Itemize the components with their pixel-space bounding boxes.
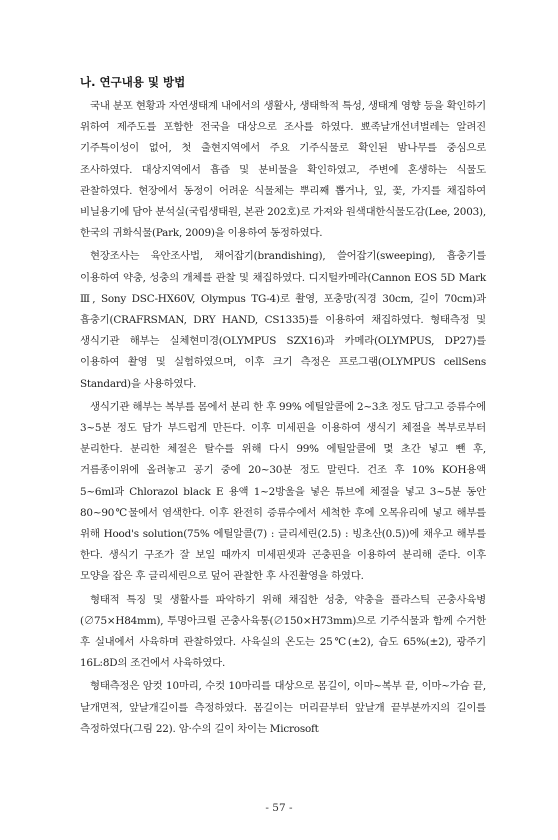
section-heading: 나. 연구내용 및 방법 (80, 75, 186, 89)
document-body (80, 74, 486, 742)
page-number: - 57 - (265, 802, 293, 814)
paragraph-distribution-survey: 국내 분포 현황과 자연생태계 내에서의 생활사, 생태학적 특성, 생태계 영향 등을 확인하기 위하여 제주도를 포함한 전국을 대상으로 조사를 하였다. 뾰족날개선녀벌레는 알려진 기주특이성이 없어, 첫 출현지역에서 주요 기주식물로 확인된 밤나무를 중심으로 조사하였다. 대상지역에서 흡즙 및 분비물을 확인하였고, 주변에 혼생하는 식물도 관찰하였다. 현장에서 동정이 어려운 식물체는 뿌리째 뽑거나, 잎, 꽃, 가지를 채집하여 비닐용기에 담아 분석실(국립생태원, 본관 202호)로 가져와 원색대한식물도감(Lee, 2003), 한국의 귀화식물(Park, 2009)을 이용하여 동정하였다. (80, 100, 486, 240)
paragraph-rearing: 형태적 특징 및 생활사를 파악하기 위해 채집한 성충, 약충을 플라스틱 곤충사육병(∅75×H84mm), 투명아크릴 곤충사육통(∅150×H73mm)으로 기주식물과 함께 수거한 후 실내에서 사육하며 관찰하였다. 사육실의 온도는 25℃(±2), 습도 65%(±2), 광주기 16L:8D의 조건에서 사육하였다. (80, 593, 486, 670)
paragraph-morphometry: 형태측정은 암컷 10마리, 수컷 10마리를 대상으로 몸길이, 이마~복부 끝, 이마~가슴 끝, 날개면적, 앞날개길이를 측정하였다. 몸길이는 머리끝부터 앞날개 끝부분까지의 길이를 측정하였다(그림 22). 암·수의 길이 차이는 Microsoft (80, 680, 486, 735)
paragraph-genital-dissection: 생식기관 해부는 복부를 몸에서 분리 한 후 99% 에틸알콜에 2~3초 정도 담그고 증류수에 3~5분 정도 담가 부드럽게 만든다. 이후 미세핀을 이용하여 생식기 체절을 복부로부터 분리한다. 분리한 체절은 탈수를 위해 다시 99% 에틸알콜에 몇 초간 넣고 뺀 후, 거름종이위에 올려놓고 공기 중에 20~30분 정도 말린다. 건조 후 10% KOH용액 5~6ml과 Chlorazol black E 용액 1~2방울을 넣은 튜브에 체절을 넣고 3~5분 동안 80~90℃물에서 염색한다. 이후 완전히 증류수에서 세척한 후에 오목유리에 넣고 해부를 위해 Hood's solution(75% 에틸알콜(7) : 글리세린(2.5) : 빙초산(0.5))에 채우고 해부를 한다. 생식기 구조가 잘 보일 때까지 미세핀셋과 곤충핀을 이용하여 분리해 준다. 이후 모양을 잡은 후 글리세린으로 덮어 관찰한 후 사진촬영을 하였다. (80, 400, 486, 583)
paragraph-field-survey: 현장조사는 육안조사법, 채어잡기(brandishing), 쓸어잡기(sweeping), 흡충기를 이용하여 약충, 성충의 개체를 관찰 및 채집하였다. 디지털카메라(Cannon EOS 5D Mark Ⅲ, Sony DSC-HX60V, Olympus TG-4)로 촬영, 포충망(직경 30cm, 길이 70cm)과 흡충기(CRAFRSMAN, DRY HAND, CS1335)를 이용하여 채집하였다. 형태측정 및 생식기관 해부는 실체현미경(OLYMPUS SZX16)과 카메라(OLYMPUS, DP27)를 이용하여 촬영 및 실험하였으며, 이후 크기 측정은 프로그램(OLYMPUS cellSens Standard)을 사용하였다. (80, 250, 486, 390)
